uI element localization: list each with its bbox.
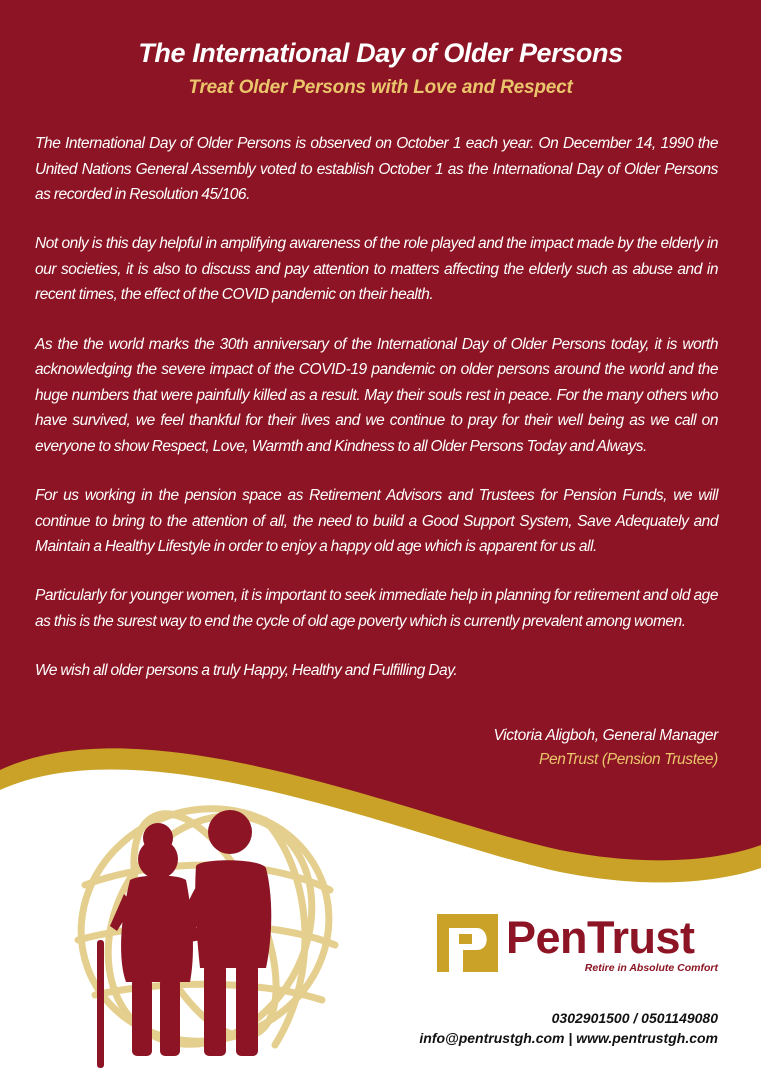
brand-name: PenTrust — [506, 912, 695, 963]
elderly-couple-globe-illustration — [60, 800, 350, 1070]
contact-phone: 0302901500 / 0501149080 — [551, 1010, 718, 1026]
paragraph: We wish all older persons a truly Happy, Healthy and Fulfilling Day. — [35, 662, 458, 679]
contact-email-website: info@pentrustgh.com | www.pentrustgh.com — [419, 1030, 718, 1046]
walking-cane-icon — [97, 940, 104, 1068]
page-subtitle: Treat Older Persons with Love and Respect — [188, 77, 573, 98]
paragraph: As the the world marks the 30th anniversary of the International Day of Older Persons today, it is worth acknowledging the severe impact of the COVID-19 pandemic on older persons around the world and the huge numbers that were painfully killed as a result. May their souls rest in peace. For the many others who have survived, we feel thankful for their lives and we continue to pray for their well being as we call on everyone to show Respect, Love, Warmth and Kindness to all Older Persons Today and Always. — [35, 335, 718, 455]
paragraph: The International Day of Older Persons is observed on October 1 each year. On December 14, 1990 the United Nations General Assembly voted to establish October 1 as the International Day of Older Persons as recorded in Resolution 45/106. — [35, 135, 718, 204]
signature-company: PenTrust (Pension Trustee) — [539, 751, 718, 768]
elderly-woman-icon — [110, 823, 193, 1056]
page-title: The International Day of Older Persons — [138, 38, 623, 68]
paragraph: Particularly for younger women, it is important to seek immediate help in planning for retirement and old age as this is the surest way to end the cycle of old age poverty which is currently prevalent among women. — [35, 587, 718, 630]
brand-tagline: Retire in Absolute Comfort — [584, 962, 718, 974]
signature-name: Victoria Aligboh, General Manager — [493, 727, 718, 744]
paragraph: For us working in the pension space as Retirement Advisors and Trustees for Pension Funds, we will continue to bring to the attention of all, the need to build a Good Support System, Save Adequately and Maintain a Healthy Lifestyle in order to enjoy a happy old age which is apparent for us all. — [35, 487, 718, 556]
elderly-man-icon — [182, 810, 271, 1056]
body-text — [35, 131, 718, 707]
paragraph: Not only is this day helpful in amplifying awareness of the role played and the impact made by the elderly in our societies, it is also to discuss and pay attention to matters affecting the elderly such as abuse and in recent times, the effect of the COVID pandemic on their health. — [35, 235, 718, 304]
